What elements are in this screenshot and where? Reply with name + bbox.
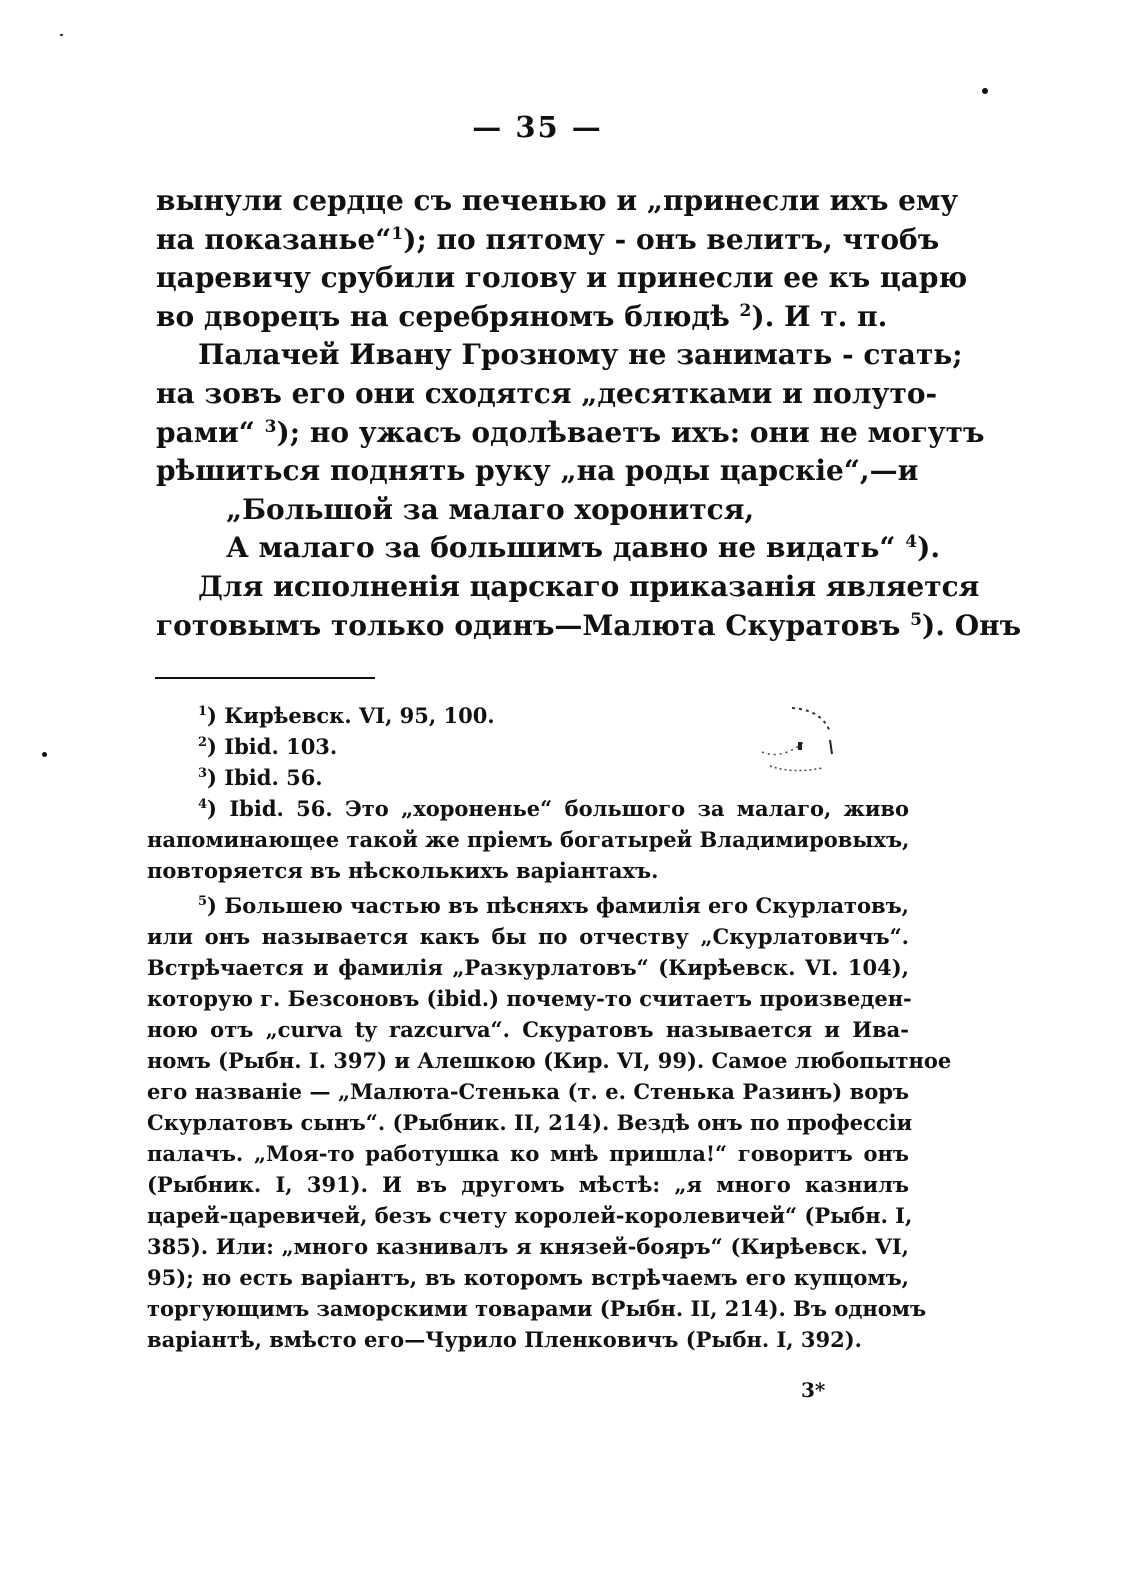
scan-speck bbox=[42, 752, 47, 757]
footnote-line bbox=[147, 793, 909, 824]
footnote-label: 3 bbox=[198, 766, 208, 781]
ink-smudge-icon bbox=[752, 702, 842, 782]
text-fragment: рами“ bbox=[156, 415, 255, 449]
footnote-line: 385). Или: „много казнивалъ я князей-бояръ“ (Кирѣевск. VI, bbox=[147, 1234, 909, 1259]
text-fragment: ). Онъ bbox=[921, 608, 1022, 642]
footnote-mark: 5 bbox=[910, 609, 922, 630]
footnote-line: напоминающее такой же пріемъ богатырей Владимировыхъ, bbox=[147, 827, 910, 852]
footnote-label: 4 bbox=[198, 797, 208, 812]
text-line bbox=[156, 607, 1022, 646]
footnote-line: или онъ называется какъ бы по отчеству „Скурлатовичъ“. bbox=[147, 924, 909, 949]
footnote-line bbox=[147, 890, 909, 921]
main-text bbox=[156, 182, 1022, 645]
footnote-label: 2 bbox=[198, 735, 208, 750]
text-line bbox=[156, 298, 916, 337]
text-fragment: ) Большею частью въ пѣсняхъ фамилія его Скурлатовъ, bbox=[207, 893, 909, 918]
text-fragment: ) Кирѣевск. VI, 95, 100. bbox=[207, 703, 495, 728]
footnote-mark: 2 bbox=[739, 300, 752, 321]
footnote-line: 95); но есть варіантъ, въ которомъ встрѣчаемъ его купцомъ, bbox=[147, 1265, 909, 1290]
footnote-line: Встрѣчается и фамилія „Разкурлатовъ“ (Кирѣевск. VI. 104), bbox=[147, 955, 909, 980]
scan-speck bbox=[60, 34, 63, 36]
text-fragment: ). И т. п. bbox=[751, 299, 888, 333]
footnote-line: Скурлатовъ сынъ“. (Рыбник. II, 214). Вездѣ онъ по профессіи bbox=[147, 1110, 913, 1135]
footnote-line: номъ (Рыбн. I. 397) и Алешкою (Кир. VI, 99). Самое любопытное bbox=[147, 1048, 952, 1073]
footnote-line: его названіе — „Малюта-Стенька (т. е. Стенька Разинъ) воръ bbox=[147, 1079, 909, 1104]
text-fragment: ); по пятому - онъ велитъ, чтобъ bbox=[403, 222, 940, 256]
text-line: Для исполненія царскаго приказанія является bbox=[198, 569, 980, 603]
footnote-line: палачъ. „Моя-то работушка ко мнѣ пришла!“ говоритъ онъ bbox=[147, 1141, 909, 1166]
text-line bbox=[156, 221, 940, 260]
text-fragment: А малаго за большимъ давно не видать“ bbox=[226, 531, 896, 565]
footnote-label: 1 bbox=[198, 704, 208, 719]
verse-line: „Большой за малаго хоронится, bbox=[226, 492, 755, 526]
footnote-label: 5 bbox=[198, 894, 208, 909]
footnote-mark: 3 bbox=[264, 416, 277, 437]
signature-mark: 3* bbox=[801, 1378, 826, 1402]
footnotes bbox=[147, 700, 952, 1355]
footnote-line: торгующимъ заморскими товарами (Рыбн. II, 214). Въ одномъ bbox=[147, 1296, 927, 1321]
scan-speck bbox=[982, 88, 988, 94]
verse-line bbox=[156, 529, 941, 568]
text-line bbox=[156, 414, 985, 453]
page-number: — 35 — bbox=[472, 110, 603, 144]
footnote-mark: 1 bbox=[391, 223, 404, 244]
footnote-mark: 4 bbox=[905, 532, 918, 553]
text-line: Палачей Ивану Грозному не занимать - стать; bbox=[198, 338, 963, 372]
text-line: рѣшиться поднять руку „на роды царскіе“,—и bbox=[156, 454, 919, 488]
text-fragment: ). bbox=[917, 531, 941, 565]
footnote-line: варіантѣ, вмѣсто его—Чурило Пленковичъ (Рыбн. I, 392). bbox=[147, 1327, 862, 1352]
text-fragment: ); но ужасъ одолѣваетъ ихъ: они не могутъ bbox=[276, 415, 985, 449]
text-fragment: ) Ibid. 56. bbox=[207, 765, 323, 790]
footnote-line: которую г. Безсоновъ (ibid.) почему-то считаетъ произведен- bbox=[147, 986, 912, 1011]
footnote-line: царей-царевичей, безъ счету королей-королевичей“ (Рыбн. I, bbox=[147, 1203, 913, 1228]
footnote-divider bbox=[155, 677, 375, 679]
text-fragment: ) Ibid. 56. Это „хороненье“ большого за малаго, живо bbox=[207, 796, 909, 821]
text-line: царевичу срубили голову и принесли ее къ царю bbox=[156, 261, 968, 295]
text-fragment: готовымъ только одинъ—Малюта Скуратовъ bbox=[156, 608, 901, 642]
text-fragment: во дворецъ на серебряномъ блюдѣ bbox=[156, 299, 730, 333]
footnote-line: ною отъ „curva ty razcurva“. Скуратовъ называется и Ива- bbox=[147, 1017, 909, 1042]
text-line: вынули сердце съ печенью и „принесли ихъ ему bbox=[156, 184, 959, 217]
text-fragment: на показанье“ bbox=[156, 222, 392, 256]
text-fragment: ) Ibid. 103. bbox=[207, 734, 338, 759]
footnote-line: повторяется въ нѣсколькихъ варіантахъ. bbox=[147, 858, 659, 883]
footnote-line: (Рыбник. I, 391). И въ другомъ мѣстѣ: „я много казнилъ bbox=[147, 1172, 909, 1197]
text-line: на зовъ его они сходятся „десятками и полуто- bbox=[156, 376, 938, 410]
